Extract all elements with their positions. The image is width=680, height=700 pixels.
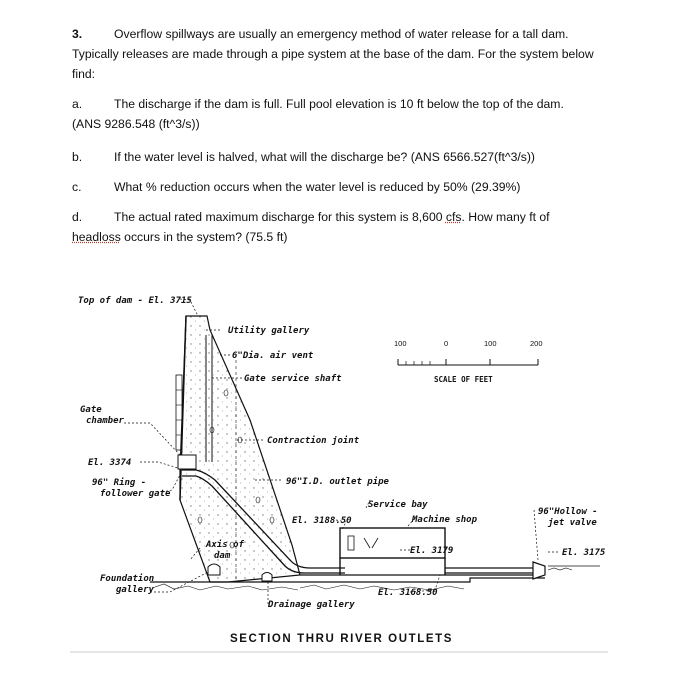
label-utility-gallery: Utility gallery <box>228 326 310 336</box>
hollow-jet-valve <box>533 562 545 579</box>
label-axis-of-dam-2: dam <box>214 551 231 561</box>
problem-intro-line2: Typically releases are made through a pipe system at the base of the dam. For the system below <box>72 47 594 61</box>
part-a-answer: (ANS 9286.548 (ft^3/s)) <box>72 117 200 131</box>
label-gate-service-shaft: Gate service shaft <box>244 374 342 384</box>
part-b-letter: b. <box>72 150 83 164</box>
label-el-3179: El. 3179 <box>410 546 454 556</box>
gate-chamber <box>178 455 196 469</box>
part-a <box>72 96 564 113</box>
label-ring-gate-2: follower gate <box>100 489 171 499</box>
label-service-bay: Service bay <box>368 500 428 510</box>
problem-intro-line1 <box>72 26 569 43</box>
scale-tick-neg100: 100 <box>394 339 407 348</box>
label-drainage-gallery: Drainage gallery <box>268 600 355 610</box>
part-d-text-b: . How many ft of <box>461 210 550 224</box>
part-d-text-c: occurs in the system? (75.5 ft) <box>120 230 288 244</box>
dam-section-figure <box>0 280 680 660</box>
scale-tick-0: 0 <box>444 339 449 348</box>
label-foundation-gallery-1: Foundation <box>100 574 155 584</box>
part-d-headloss: headloss <box>72 230 121 244</box>
part-b-text: If the water level is halved, what will the discharge be? (ANS 6566.527(ft^3/s)) <box>114 150 535 164</box>
part-c-letter: c. <box>72 180 82 194</box>
label-el-3188: El. 3188.50 <box>292 516 352 526</box>
label-hollow-jet-valve-2: jet valve <box>548 518 597 528</box>
label-ring-gate-1: 96" Ring - <box>92 478 147 488</box>
problem-intro-line3: find: <box>72 67 96 81</box>
label-foundation-gallery-2: gallery <box>116 585 154 595</box>
part-d-text-a: The actual rated maximum discharge for this system is 8,600 <box>114 210 446 224</box>
scale-tick-100: 100 <box>484 339 497 348</box>
drainage-gallery-opening <box>262 573 272 582</box>
part-d <box>72 209 550 226</box>
label-el-3374: El. 3374 <box>88 458 132 468</box>
part-d-cfs: cfs <box>445 210 462 224</box>
part-a-text: The discharge if the dam is full. Full pool elevation is 10 ft below the top of the dam. <box>114 97 564 111</box>
figure-caption: SECTION THRU RIVER OUTLETS <box>230 633 454 645</box>
part-d-letter: d. <box>72 210 83 224</box>
problem-number: 3. <box>72 27 83 41</box>
label-outlet-pipe: 96"I.D. outlet pipe <box>286 477 389 487</box>
label-el-3168: El. 3168.50 <box>378 588 438 598</box>
foundation-gallery <box>208 564 220 575</box>
label-contraction-joint: Contraction joint <box>267 436 360 446</box>
intro-text-1: Overflow spillways are usually an emergency method of water release for a tall dam. <box>114 27 569 41</box>
part-b <box>72 149 535 166</box>
label-gate-chamber-1: Gate <box>80 405 102 415</box>
label-top-of-dam: Top of dam - El. 3715 <box>78 296 192 306</box>
label-air-vent: 6"Dia. air vent <box>232 351 314 361</box>
scale-bar <box>394 339 543 384</box>
label-gate-chamber-2: chamber <box>86 416 124 426</box>
scale-tick-200: 200 <box>530 339 543 348</box>
label-axis-of-dam-1: Axis of <box>206 540 244 550</box>
part-a-letter: a. <box>72 97 83 111</box>
part-c <box>72 179 520 196</box>
label-el-3175: El. 3175 <box>562 548 606 558</box>
part-d-line2 <box>72 229 287 246</box>
label-hollow-jet-valve-1: 96"Hollow - <box>538 507 598 517</box>
label-machine-shop: Machine shop <box>412 515 478 525</box>
scale-label: SCALE OF FEET <box>434 375 493 384</box>
part-c-text: What % reduction occurs when the water level is reduced by 50% (29.39%) <box>114 180 521 194</box>
